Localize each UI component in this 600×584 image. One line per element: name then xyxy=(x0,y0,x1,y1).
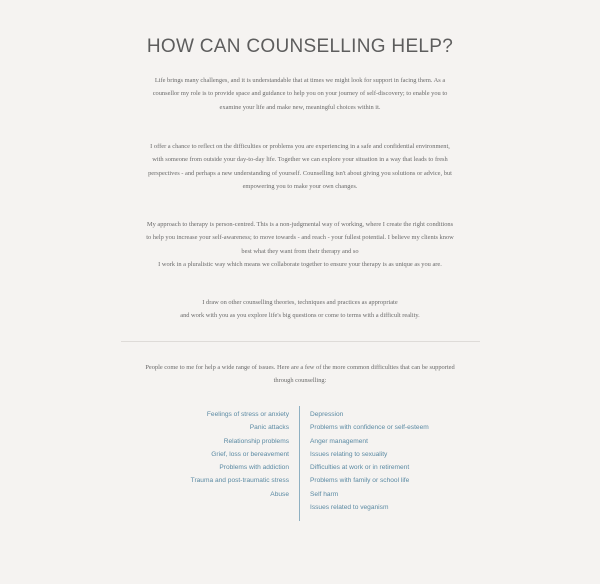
paragraph-line: Life brings many challenges, and it is understandable that at times we might look for support in facing them. As a xyxy=(154,77,446,84)
issue-item: Difficulties at work or in retirement xyxy=(310,464,410,472)
issue-item: Issues related to veganism xyxy=(310,504,389,512)
intro-line: People come to me for help a wide range of issues. Here are a few of the more common difficulties that can be supported xyxy=(145,364,455,371)
issues-column-divider xyxy=(299,406,300,521)
paragraph-life-challenges xyxy=(110,74,490,114)
paragraph-line: best what they want from their therapy and so xyxy=(241,247,359,255)
paragraph-line: to help you increase your self-awareness; to move towards - and reach - your fullest potential. I believe my clients know xyxy=(146,234,454,242)
issue-item: Panic attacks xyxy=(249,424,289,432)
paragraph-line: counsellor my role is to provide space and guidance to help you on your journey of self-discovery; to enable you to xyxy=(152,90,448,98)
issues-intro xyxy=(110,361,490,388)
paragraph-line: with someone from outside your day-to-day life. Together we can explore your situation in a way that leads to fresh xyxy=(152,156,448,164)
intro-line: through counselling: xyxy=(273,377,327,385)
paragraph-approach xyxy=(110,218,490,272)
paragraph-line: empowering you to make your own changes. xyxy=(242,183,358,191)
paragraph-line: and work with you as you explore life's big questions or come to terms with a difficult reality. xyxy=(180,312,420,320)
issue-item: Feelings of stress or anxiety xyxy=(206,411,289,418)
issue-item: Relationship problems xyxy=(223,437,289,445)
issue-item: Depression xyxy=(310,411,344,418)
paragraph-line: examine your life and make new, meaningful choices within it. xyxy=(219,103,381,111)
issue-item: Problems with family or school life xyxy=(310,477,410,485)
issue-item: Anger management xyxy=(310,437,368,445)
issues-right-column xyxy=(310,408,429,514)
issues-left-column xyxy=(191,408,289,501)
paragraph-line: My approach to therapy is person-centred. This is a non-judgmental way of working, where I create the right conditions xyxy=(146,221,454,228)
paragraph-line: I offer a chance to reflect on the difficulties or problems you are experiencing in a safe and confidential environment, xyxy=(150,143,450,150)
issue-item: Self harm xyxy=(310,490,339,498)
issue-item: Abuse xyxy=(270,490,289,498)
issue-item: Grief, loss or bereavement xyxy=(211,450,289,458)
issue-item: Trauma and post-traumatic stress xyxy=(190,477,289,485)
paragraph-line: I work in a pluralistic way which means we collaborate together to ensure your therapy is as unique as you are. xyxy=(158,261,442,269)
paragraph-line: I draw on other counselling theories, techniques and practices as appropriate xyxy=(202,299,398,306)
issue-item: Problems with confidence or self-esteem xyxy=(310,424,429,432)
section-divider xyxy=(121,341,480,342)
issue-item: Problems with addiction xyxy=(219,464,289,472)
paragraph-theories xyxy=(110,296,490,323)
page-title: HOW CAN COUNSELLING HELP? xyxy=(146,36,454,57)
paragraph-offer xyxy=(110,140,490,194)
issue-item: Issues relating to sexuality xyxy=(310,450,388,458)
paragraph-line: perspectives - and perhaps a new understanding of yourself. Counselling isn't about giving you solutions or advice, but xyxy=(148,169,452,177)
